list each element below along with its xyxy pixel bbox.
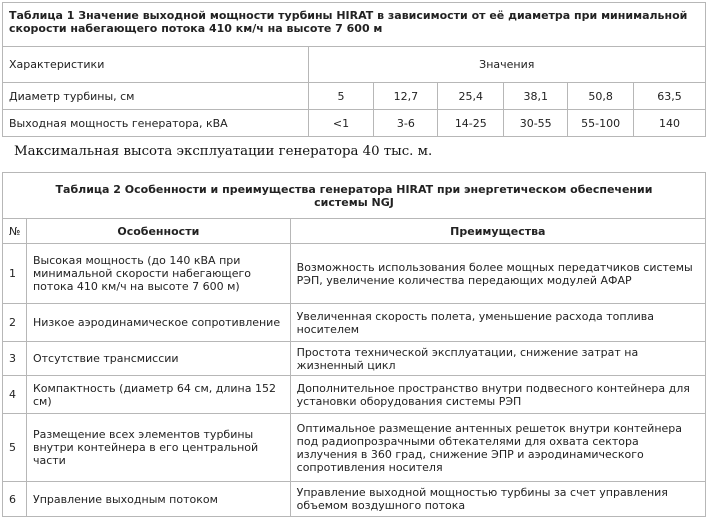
table-row (3, 110, 706, 137)
table-cell: 38,1 (504, 83, 568, 110)
row-number: 3 (3, 342, 27, 376)
advantage-cell: Дополнительное пространство внутри подвесного контейнера для установки оборудования системы РЭП (290, 376, 705, 414)
table1-title: Таблица 1 Значение выходной мощности турбины HIRAT в зависимости от её диаметра при минимальной скорости набегающего потока 410 км/ч на высоте 7 600 м (3, 3, 706, 47)
feature-cell: Высокая мощность (до 140 кВА при минимальной скорости набегающего потока 410 км/ч на высоте 7 600 м) (26, 244, 290, 304)
table1-header-values: Значения (308, 47, 705, 83)
table-row (3, 83, 706, 110)
table-cell: 50,8 (568, 83, 634, 110)
table-cell: 5 (308, 83, 374, 110)
feature-cell: Управление выходным потоком (26, 482, 290, 517)
table2-header-number: № (3, 219, 27, 244)
table-cell: 3-6 (374, 110, 438, 137)
feature-cell: Компактность (диаметр 64 см, длина 152 см) (26, 376, 290, 414)
table-cell: 30-55 (504, 110, 568, 137)
table-cell: 25,4 (438, 83, 504, 110)
table-row (3, 304, 706, 342)
table-cell: 140 (634, 110, 706, 137)
table-row (3, 376, 706, 414)
feature-cell: Размещение всех элементов турбины внутри контейнера в его центральной части (26, 414, 290, 482)
table-cell: <1 (308, 110, 374, 137)
body-paragraph: Максимальная высота эксплуатации генератора 40 тыс. м. (14, 144, 433, 159)
advantage-cell: Простота технической эксплуатации, снижение затрат на жизненный цикл (290, 342, 705, 376)
table-cell: 14-25 (438, 110, 504, 137)
row-number: 2 (3, 304, 27, 342)
row-label: Выходная мощность генератора, кВА (3, 110, 309, 137)
advantage-cell: Возможность использования более мощных передатчиков системы РЭП, увеличение количества передающих модулей АФАР (290, 244, 705, 304)
feature-cell: Низкое аэродинамическое сопротивление (26, 304, 290, 342)
table2-header-advantages: Преимущества (290, 219, 705, 244)
table-cell: 55-100 (568, 110, 634, 137)
table-cell: 12,7 (374, 83, 438, 110)
table-row (3, 244, 706, 304)
row-number: 1 (3, 244, 27, 304)
advantage-cell: Увеличенная скорость полета, уменьшение расхода топлива носителем (290, 304, 705, 342)
power-table (2, 2, 706, 137)
row-number: 5 (3, 414, 27, 482)
table-cell: 63,5 (634, 83, 706, 110)
table-row (3, 342, 706, 376)
table-row (3, 414, 706, 482)
row-number: 6 (3, 482, 27, 517)
row-number: 4 (3, 376, 27, 414)
features-table (2, 172, 706, 517)
feature-cell: Отсутствие трансмиссии (26, 342, 290, 376)
table-row (3, 482, 706, 517)
table1-header-characteristics: Характеристики (3, 47, 309, 83)
table2-header-features: Особенности (26, 219, 290, 244)
table2-title: Таблица 2 Особенности и преимущества генератора HIRAT при энергетическом обеспечении системы NGJ (3, 173, 706, 219)
row-label: Диаметр турбины, см (3, 83, 309, 110)
advantage-cell: Управление выходной мощностью турбины за счет управления объемом воздушного потока (290, 482, 705, 517)
advantage-cell: Оптимальное размещение антенных решеток внутри контейнера под радиопрозрачными обтекателями для охвата сектора излучения в 360 град, снижение ЭПР и аэродинамического сопротивления носителя (290, 414, 705, 482)
